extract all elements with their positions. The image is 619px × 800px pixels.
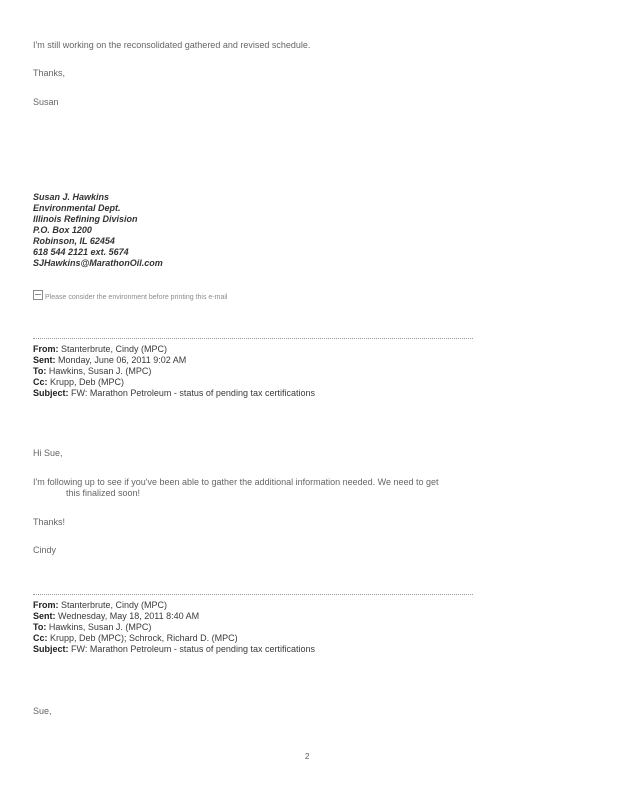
- email-1-cc: [33, 377, 124, 388]
- email-1-from-value: Stanterbrute, Cindy (MPC): [61, 344, 168, 354]
- leaf-icon: [33, 290, 43, 300]
- greeting-3: Sue,: [33, 706, 52, 716]
- email-1-sent: [33, 355, 186, 366]
- environment-note: [33, 290, 228, 303]
- signature-phone: 618 544 2121 ext. 5674: [33, 247, 129, 257]
- cc-label-2: Cc:: [33, 633, 48, 643]
- greeting-2: Hi Sue,: [33, 448, 63, 458]
- signature-dept: Environmental Dept.: [33, 203, 121, 213]
- page-number: 2: [305, 752, 310, 761]
- subject-label-2: Subject:: [33, 644, 69, 654]
- subject-label: Subject:: [33, 388, 69, 398]
- signature-name: Susan J. Hawkins: [33, 192, 110, 202]
- body-2-line-1: I'm following up to see if you've been able to gather the additional information needed. We need to get: [33, 477, 439, 487]
- sender-name-1: Susan: [33, 97, 59, 107]
- email-2-from-value: Stanterbrute, Cindy (MPC): [61, 600, 168, 610]
- to-label-2: To:: [33, 622, 47, 632]
- email-1-to-value: Hawkins, Susan J. (MPC): [48, 366, 152, 376]
- email-2-to: [33, 622, 151, 633]
- email-2-sent: [33, 611, 199, 622]
- thanks-line-1: Thanks,: [33, 68, 66, 78]
- to-label: To:: [33, 366, 47, 376]
- email-1-subject: [33, 388, 315, 399]
- email-2-subject-value: FW: Marathon Petroleum - status of pending tax certifications: [71, 644, 315, 654]
- email-2-cc-value: Krupp, Deb (MPC); Schrock, Richard D. (MPC): [50, 633, 238, 643]
- from-label: From:: [33, 344, 59, 354]
- body-2-line-2: this finalized soon!: [66, 488, 141, 498]
- cc-label: Cc:: [33, 377, 48, 387]
- top-message: I'm still working on the reconsolidated gathered and revised schedule.: [33, 40, 311, 50]
- email-2-cc: [33, 633, 238, 644]
- email-1-subject-value: FW: Marathon Petroleum - status of pending tax certifications: [71, 388, 315, 398]
- signature-division: Illinois Refining Division: [33, 214, 138, 224]
- email-2-subject: [33, 644, 315, 655]
- separator-rule-1: [33, 338, 473, 339]
- sender-name-2: Cindy: [33, 545, 57, 555]
- email-1-from: [33, 344, 167, 355]
- signature-po-box: P.O. Box 1200: [33, 225, 92, 235]
- sent-label-2: Sent:: [33, 611, 56, 621]
- email-1-cc-value: Krupp, Deb (MPC): [50, 377, 125, 387]
- email-2-sent-value: Wednesday, May 18, 2011 8:40 AM: [58, 611, 200, 621]
- email-1-sent-value: Monday, June 06, 2011 9:02 AM: [58, 355, 187, 365]
- signature-city: Robinson, IL 62454: [33, 236, 115, 246]
- thanks-line-2: Thanks!: [33, 517, 66, 527]
- email-2-from: [33, 600, 167, 611]
- signature-email[interactable]: SJHawkins@MarathonOil.com: [33, 258, 163, 268]
- sent-label: Sent:: [33, 355, 56, 365]
- email-1-to: [33, 366, 151, 377]
- email-2-to-value: Hawkins, Susan J. (MPC): [48, 622, 152, 632]
- from-label-2: From:: [33, 600, 59, 610]
- environment-note-text: Please consider the environment before printing this e-mail: [45, 294, 228, 301]
- separator-rule-2: [33, 594, 473, 595]
